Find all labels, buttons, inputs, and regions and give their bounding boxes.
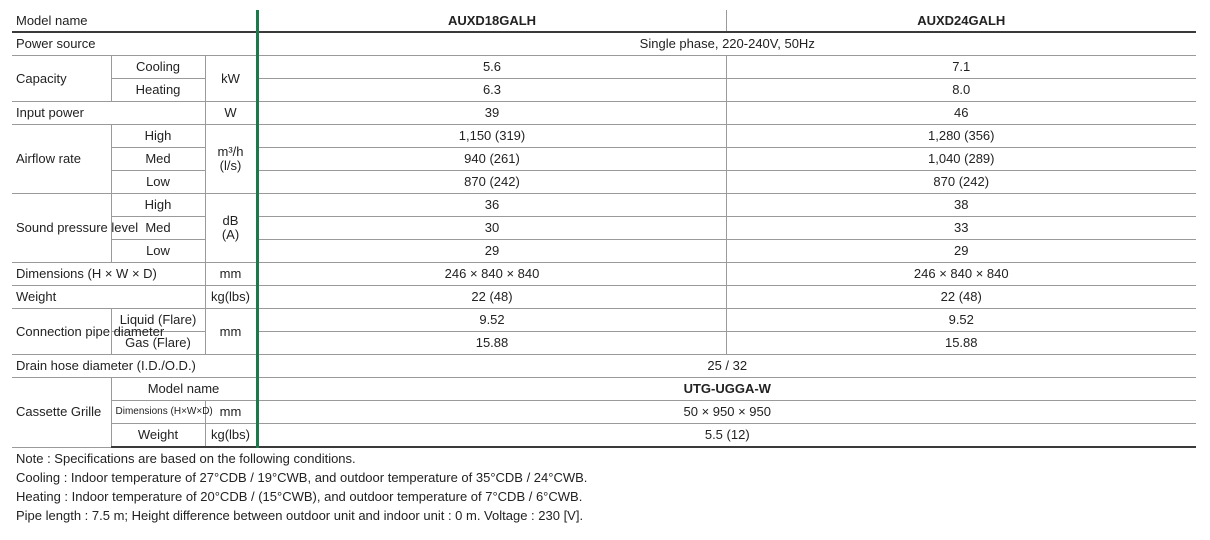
sound-low-label: Low — [111, 240, 205, 263]
drain-hose-label: Drain hose diameter (I.D./O.D.) — [12, 355, 257, 378]
model-1-name: AUXD18GALH — [257, 10, 726, 32]
sound-low-value-1: 29 — [257, 240, 726, 263]
note-line: Pipe length : 7.5 m; Height difference between outdoor unit and indoor unit : 0 m. Voltage : 230 [V]. — [16, 508, 584, 523]
sound-unit-line-2: (A) — [221, 227, 240, 242]
sound-high-value-2: 38 — [726, 194, 1196, 217]
cassette-grille-label: Cassette Grille — [12, 378, 111, 448]
table-row — [12, 240, 1196, 263]
sound-unit-line-1: dB — [222, 213, 239, 228]
connection-gas-value-2: 15.88 — [726, 332, 1196, 355]
table-row — [12, 148, 1196, 171]
airflow-unit-line-2: (l/s) — [219, 158, 242, 173]
sound-unit — [205, 194, 257, 263]
table-header-row — [12, 10, 1196, 32]
notes-section — [16, 449, 587, 525]
grille-weight-unit: kg(lbs) — [205, 424, 257, 448]
sound-pressure-label: Sound pressure level — [12, 194, 111, 263]
connection-liquid-value-1: 9.52 — [257, 309, 726, 332]
grille-model-label: Model name — [111, 378, 257, 401]
weight-value-2: 22 (48) — [726, 286, 1196, 309]
model-name-label: Model name — [12, 10, 257, 32]
table-row — [12, 378, 1196, 401]
power-source-label: Power source — [12, 32, 257, 56]
airflow-low-label: Low — [111, 171, 205, 194]
weight-label: Weight — [12, 286, 205, 309]
airflow-unit — [205, 125, 257, 194]
weight-value-1: 22 (48) — [257, 286, 726, 309]
sound-med-label: Med — [111, 217, 205, 240]
grille-model-value: UTG-UGGA-W — [257, 378, 1196, 401]
table-row — [12, 79, 1196, 102]
grille-weight-label: Weight — [111, 424, 205, 448]
table-row — [12, 263, 1196, 286]
note-line: Note : Specifications are based on the following conditions. — [16, 451, 356, 466]
airflow-low-value-1: 870 (242) — [257, 171, 726, 194]
airflow-med-value-2: 1,040 (289) — [726, 148, 1196, 171]
connection-liquid-value-2: 9.52 — [726, 309, 1196, 332]
sound-high-value-1: 36 — [257, 194, 726, 217]
table-row — [12, 56, 1196, 79]
sound-low-value-2: 29 — [726, 240, 1196, 263]
airflow-low-value-2: 870 (242) — [726, 171, 1196, 194]
table-row — [12, 309, 1196, 332]
capacity-heating-value-2: 8.0 — [726, 79, 1196, 102]
input-power-unit: W — [205, 102, 257, 125]
dimensions-value-1: 246 × 840 × 840 — [257, 263, 726, 286]
capacity-heating-label: Heating — [111, 79, 205, 102]
weight-unit: kg(lbs) — [205, 286, 257, 309]
capacity-unit: kW — [205, 56, 257, 102]
power-source-value: Single phase, 220-240V, 50Hz — [257, 32, 1196, 56]
table-row — [12, 401, 1196, 424]
connection-gas-label: Gas (Flare) — [111, 332, 205, 355]
connection-liquid-label: Liquid (Flare) — [111, 309, 205, 332]
airflow-med-label: Med — [111, 148, 205, 171]
input-power-value-2: 46 — [726, 102, 1196, 125]
model-2-name: AUXD24GALH — [726, 10, 1196, 32]
capacity-cooling-label: Cooling — [111, 56, 205, 79]
grille-dimensions-unit: mm — [205, 401, 257, 424]
airflow-high-value-2: 1,280 (356) — [726, 125, 1196, 148]
dimensions-label: Dimensions (H × W × D) — [12, 263, 205, 286]
table-row — [12, 217, 1196, 240]
note-line: Cooling : Indoor temperature of 27°CDB / 19°CWB, and outdoor temperature of 35°CDB / 24°CWB. — [16, 470, 588, 485]
sound-med-value-1: 30 — [257, 217, 726, 240]
specification-table — [12, 10, 1196, 448]
airflow-high-value-1: 1,150 (319) — [257, 125, 726, 148]
note-line: Heating : Indoor temperature of 20°CDB / (15°CWB), and outdoor temperature of 7°CDB / 6°CWB. — [16, 489, 583, 504]
table-row — [12, 194, 1196, 217]
input-power-value-1: 39 — [257, 102, 726, 125]
airflow-unit-line-1: m³/h — [217, 144, 244, 159]
sound-high-label: High — [111, 194, 205, 217]
capacity-heating-value-1: 6.3 — [257, 79, 726, 102]
capacity-cooling-value-1: 5.6 — [257, 56, 726, 79]
connection-gas-value-1: 15.88 — [257, 332, 726, 355]
table-row — [12, 286, 1196, 309]
table-row — [12, 332, 1196, 355]
connection-unit: mm — [205, 309, 257, 355]
table-row — [12, 102, 1196, 125]
sound-med-value-2: 33 — [726, 217, 1196, 240]
connection-pipe-label: Connection pipe diameter — [12, 309, 111, 355]
grille-dimensions-label: Dimensions (H×W×D) — [111, 401, 205, 424]
table-row — [12, 355, 1196, 378]
dimensions-unit: mm — [205, 263, 257, 286]
capacity-cooling-value-2: 7.1 — [726, 56, 1196, 79]
capacity-label: Capacity — [12, 56, 111, 102]
airflow-label: Airflow rate — [12, 125, 111, 194]
airflow-med-value-1: 940 (261) — [257, 148, 726, 171]
input-power-label: Input power — [12, 102, 205, 125]
grille-dimensions-value: 50 × 950 × 950 — [257, 401, 1196, 424]
table-row — [12, 424, 1196, 448]
airflow-high-label: High — [111, 125, 205, 148]
grille-weight-value: 5.5 (12) — [257, 424, 1196, 448]
table-row — [12, 125, 1196, 148]
dimensions-value-2: 246 × 840 × 840 — [726, 263, 1196, 286]
table-row — [12, 171, 1196, 194]
table-row — [12, 32, 1196, 56]
drain-hose-value: 25 / 32 — [257, 355, 1196, 378]
